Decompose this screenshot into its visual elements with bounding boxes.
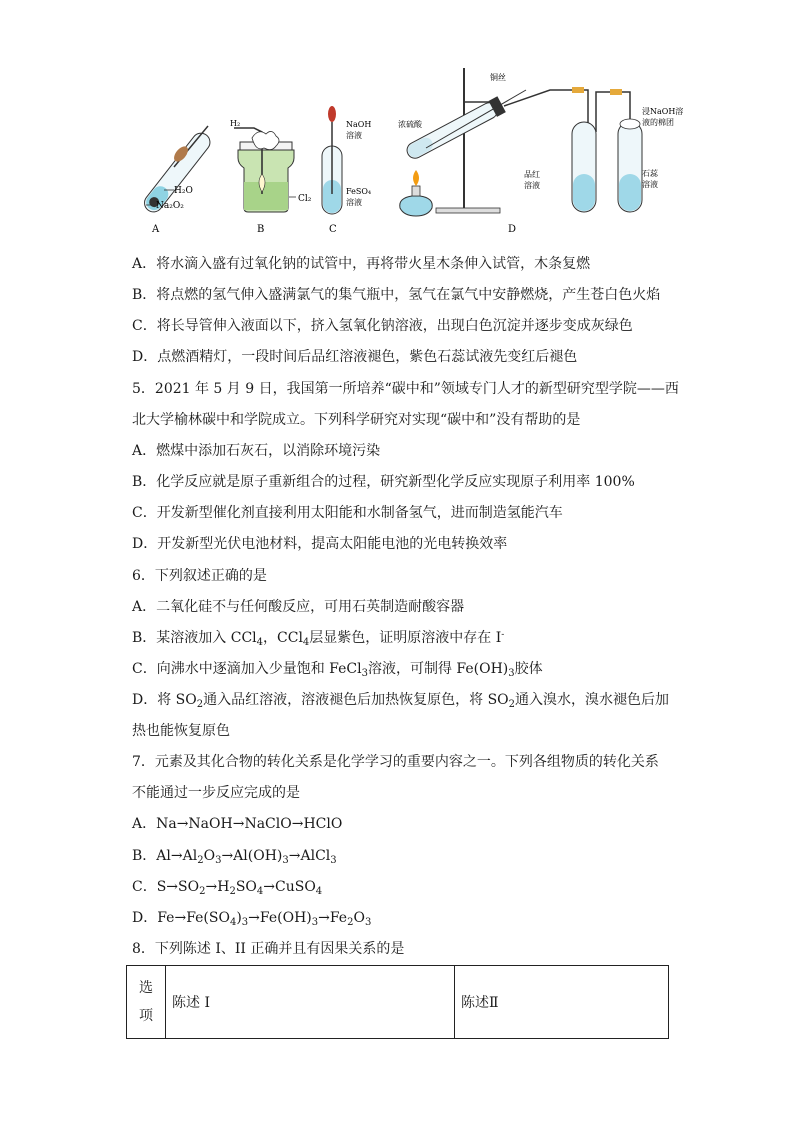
q5-stem-1: 5．2021 年 5 月 9 日，我国第一所培养“碳中和”领域专门人才的新型研究型学院——西 bbox=[132, 381, 679, 397]
q6-option-d-cont: 热也能恢复原色 bbox=[132, 723, 230, 739]
label-magenta: 品红 bbox=[524, 170, 540, 179]
apparatus-figure bbox=[126, 62, 686, 242]
label-naoh: NaOH bbox=[346, 120, 372, 129]
q7-option-b: B．$Al\to Al_2O_3\to Al(OH)_3\to AlCl_3$ bbox=[132, 848, 337, 866]
label-feso4: FeSO₄ bbox=[346, 187, 372, 196]
label-cotton: 浸NaOH溶 bbox=[642, 107, 684, 116]
q6-option-c: C．向沸水中逐滴加入少量饱和 FeCl$_3$溶液，可制得 $Fe(OH)_3$胶体 bbox=[132, 661, 543, 679]
apparatus-c bbox=[322, 106, 371, 235]
apparatus-d bbox=[398, 68, 683, 235]
q5-option-d: D．开发新型光伏电池材料，提高太阳能电池的光电转换效率 bbox=[132, 536, 508, 552]
label-naoh-sol: 溶液 bbox=[346, 131, 362, 140]
q5-option-b: B．化学反应就是原子重新组合的过程，研究新型化学反应实现原子利用率 100% bbox=[132, 474, 635, 490]
label-litmus: 石蕊 bbox=[642, 169, 658, 178]
q6-option-a: A．二氧化硅不与任何酸反应，可用石英制造耐酸容器 bbox=[132, 599, 465, 615]
q7-option-d: D．$Fe\to Fe(SO_4)_3\to Fe(OH)_3\to Fe_2O_3$ bbox=[132, 910, 372, 928]
q4-option-d: D．点燃酒精灯，一段时间后品红溶液褪色，紫色石蕊试液先变红后褪色 bbox=[132, 349, 578, 365]
apparatus-a bbox=[141, 126, 214, 235]
q5-stem-2: 北大学榆林碳中和学院成立。下列科学研究对实现“碳中和”没有帮助的是 bbox=[132, 412, 581, 428]
q4-option-c: C．将长导管伸入液面以下，挤入氢氧化钠溶液，出现白色沉淀并逐步变成灰绿色 bbox=[132, 318, 633, 334]
q6-stem: 6．下列叙述正确的是 bbox=[132, 568, 267, 584]
q7-stem-2: 不能通过一步反应完成的是 bbox=[132, 785, 300, 801]
label-magenta-sol: 溶液 bbox=[524, 181, 540, 190]
label-cotton-2: 液的棉团 bbox=[642, 118, 674, 127]
q4-option-b: B．将点燃的氢气伸入盛满氯气的集气瓶中，氢气在氯气中安静燃烧，产生苍白色火焰 bbox=[132, 287, 661, 303]
q8-table bbox=[126, 965, 669, 1039]
label-litmus-sol: 溶液 bbox=[642, 180, 658, 189]
apparatus-b bbox=[230, 119, 312, 235]
label-copper-wire: 铜丝 bbox=[490, 73, 506, 82]
q6-option-d: D．将 $SO_2$通入品红溶液，溶液褪色后加热恢复原色，将 $SO_2$通入溴水，溴水褪色后加 bbox=[132, 692, 670, 710]
q7-option-a: A．Na→NaOH→NaClO→HClO bbox=[132, 816, 343, 832]
label-feso4-sol: 溶液 bbox=[346, 198, 362, 207]
q4-option-a: A．将水滴入盛有过氧化钠的试管中，再将带火星木条伸入试管，木条复燃 bbox=[132, 256, 591, 272]
table-row bbox=[127, 966, 669, 1039]
label-c: C bbox=[329, 224, 337, 235]
q7-option-c: C．$S\to SO_2\to H_2SO_4\to CuSO_4$ bbox=[132, 879, 323, 897]
q6-option-b: B．某溶液加入 CCl$_4$，CCl$_4$层显紫色，证明原溶液中存在 I- bbox=[132, 630, 505, 648]
label-a: A bbox=[152, 224, 160, 235]
label-d: D bbox=[508, 224, 517, 235]
label-h2: H₂ bbox=[230, 119, 241, 128]
label-na2o2: Na₂O₂ bbox=[156, 201, 184, 211]
label-h2o: H₂O bbox=[174, 186, 193, 196]
label-cl2: Cl₂ bbox=[298, 194, 312, 204]
q5-option-a: A．燃煤中添加石灰石，以消除环境污染 bbox=[132, 443, 381, 459]
q5-option-c: C．开发新型催化剂直接利用太阳能和水制备氢气，进而制造氢能汽车 bbox=[132, 505, 563, 521]
q8-stem: 8．下列陈述 I、II 正确并且有因果关系的是 bbox=[132, 941, 405, 957]
table-header-statement-2: 陈述Ⅱ bbox=[455, 966, 669, 1039]
q7-stem-1: 7．元素及其化合物的转化关系是化学学习的重要内容之一。下列各组物质的转化关系 bbox=[132, 754, 659, 770]
label-conc-h2so4: 浓硫酸 bbox=[398, 120, 422, 129]
table-header-option: 选 项 bbox=[127, 966, 166, 1039]
label-b: B bbox=[257, 224, 265, 235]
table-header-statement-1: 陈述 I bbox=[166, 966, 455, 1039]
